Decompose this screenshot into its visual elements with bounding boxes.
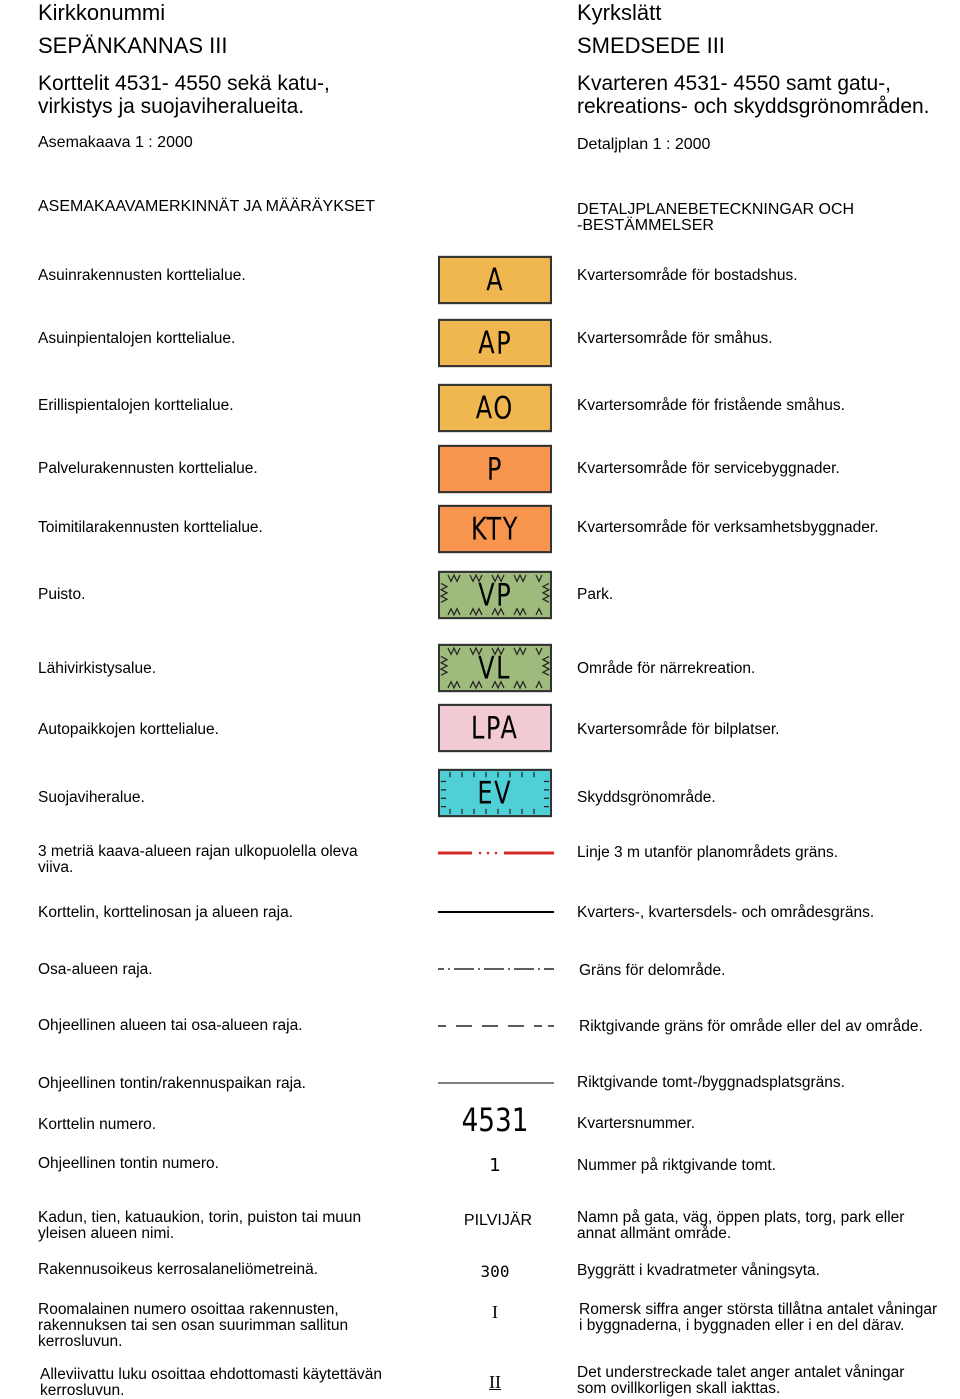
sv-plan-name: SMEDSEDE III bbox=[577, 33, 725, 58]
line-sv-3m: Linje 3 m utanför planområdets gräns. bbox=[577, 844, 839, 861]
legend-fi-vl: Lähivirkistysalue. bbox=[38, 660, 157, 677]
marker-fi-underlined-1: Alleviivattu luku osoittaa ehdottomasti käytettävän bbox=[40, 1366, 383, 1383]
marker-fi-street-name-1: Kadun, tien, katuaukion, torin, puiston tai muun bbox=[38, 1209, 362, 1226]
legend-fi-kty: Toimitilarakennusten korttelialue. bbox=[38, 519, 263, 536]
legend-symbol-lpa: LPA bbox=[438, 704, 552, 752]
marker-sv-underlined-1: Det understreckade talet anger antalet våningar bbox=[577, 1364, 905, 1381]
legend-fi-vp: Puisto. bbox=[38, 586, 86, 603]
line-symbol-subarea bbox=[438, 963, 554, 975]
marker-sv-block-number: Kvartersnummer. bbox=[577, 1115, 696, 1132]
legend-fi-ap: Asuinpientalojen korttelialue. bbox=[38, 330, 236, 347]
line-symbol-indicative bbox=[438, 1020, 554, 1032]
sv-section-title-1: DETALJPLANEBETECKNINGAR OCH bbox=[577, 201, 855, 218]
fi-section-title: ASEMAKAAVAMERKINNÄT JA MÄÄRÄYKSET bbox=[38, 198, 375, 215]
sv-desc-1: Kvarteren 4531- 4550 samt gatu-, bbox=[577, 72, 892, 95]
line-fi-plot: Ohjeellinen tontin/rakennuspaikan raja. bbox=[38, 1075, 306, 1092]
line-sv-indicative: Riktgivande gräns för område eller del av område. bbox=[579, 1018, 923, 1035]
line-fi-3m-2: viiva. bbox=[38, 859, 74, 876]
marker-fi-floor-area: Rakennusoikeus kerrosalaneliömetreinä. bbox=[38, 1261, 319, 1278]
legend-symbol-p: P bbox=[438, 445, 552, 493]
legend-sv-vp: Park. bbox=[577, 586, 614, 603]
legend-symbol-kty: KTY bbox=[438, 505, 552, 553]
marker-symbol-plot-number: 1 bbox=[489, 1155, 501, 1176]
marker-symbol-roman: I bbox=[492, 1302, 498, 1322]
marker-symbol-underlined: II bbox=[489, 1372, 501, 1392]
sv-desc-2: rekreations- och skyddsgrönområden. bbox=[577, 95, 930, 118]
marker-sv-plot-number: Nummer på riktgivande tomt. bbox=[577, 1157, 776, 1174]
legend-symbol-ev: EV bbox=[438, 769, 552, 817]
marker-sv-underlined-2: som ovillkorligen skall iakttas. bbox=[577, 1380, 781, 1397]
line-symbol-block-border bbox=[438, 906, 554, 918]
legend-sv-ev: Skyddsgrönområde. bbox=[577, 789, 716, 806]
sv-city: Kyrkslätt bbox=[577, 0, 662, 25]
fi-desc-2: virkistys ja suojaviheralueita. bbox=[38, 95, 305, 118]
legend-symbol-a: A bbox=[438, 256, 552, 304]
sv-section-title-2: -BESTÄMMELSER bbox=[577, 217, 714, 234]
legend-symbol-vp: VP bbox=[438, 571, 552, 619]
fi-scale: Asemakaava 1 : 2000 bbox=[38, 134, 193, 151]
line-sv-block-border: Kvarters-, kvartersdels- och områdesgräns. bbox=[577, 904, 875, 921]
fi-city: Kirkkonummi bbox=[38, 0, 166, 25]
marker-fi-roman-2: rakennuksen tai sen osan suurimman sallitun bbox=[38, 1317, 349, 1334]
legend-sv-lpa: Kvartersområde för bilplatser. bbox=[577, 721, 780, 738]
marker-fi-underlined-2: kerrosluvun. bbox=[40, 1382, 125, 1399]
legend-fi-a: Asuinrakennusten korttelialue. bbox=[38, 267, 246, 284]
line-fi-3m-1: 3 metriä kaava-alueen rajan ulkopuolella oleva bbox=[38, 843, 358, 860]
legend-symbol-ap: AP bbox=[438, 319, 552, 367]
line-fi-subarea: Osa-alueen raja. bbox=[38, 961, 153, 978]
marker-fi-street-name-2: yleisen alueen nimi. bbox=[38, 1225, 175, 1242]
marker-fi-plot-number: Ohjeellinen tontin numero. bbox=[38, 1155, 219, 1172]
line-symbol-plot bbox=[438, 1078, 554, 1088]
line-sv-subarea: Gräns för delområde. bbox=[579, 962, 726, 979]
legend-fi-ev: Suojaviheralue. bbox=[38, 789, 145, 806]
legend-sv-a: Kvartersområde för bostadshus. bbox=[577, 267, 798, 284]
marker-fi-block-number: Korttelin numero. bbox=[38, 1116, 157, 1133]
marker-sv-street-name-2: annat allmänt område. bbox=[577, 1225, 732, 1242]
marker-sv-roman-1: Romersk siffra anger största tillåtna antalet våningar bbox=[579, 1301, 938, 1318]
fi-plan-name: SEPÄNKANNAS III bbox=[38, 33, 228, 58]
sv-scale: Detaljplan 1 : 2000 bbox=[577, 136, 711, 153]
marker-sv-street-name-1: Namn på gata, väg, öppen plats, torg, park eller bbox=[577, 1209, 905, 1226]
legend-fi-p: Palvelurakennusten korttelialue. bbox=[38, 460, 258, 477]
legend-fi-ao: Erillispientalojen korttelialue. bbox=[38, 397, 234, 414]
fi-desc-1: Korttelit 4531- 4550 sekä katu-, bbox=[38, 72, 330, 95]
legend-sv-vl: Område för närrekreation. bbox=[577, 660, 756, 677]
line-fi-indicative: Ohjeellinen alueen tai osa-alueen raja. bbox=[38, 1017, 303, 1034]
legend-sv-ap: Kvartersområde för småhus. bbox=[577, 330, 773, 347]
marker-sv-floor-area: Byggrätt i kvadratmeter våningsyta. bbox=[577, 1262, 820, 1279]
marker-sv-roman-2: i byggnaderna, i byggnaden eller i en del därav. bbox=[579, 1317, 905, 1334]
legend-sv-p: Kvartersområde för servicebyggnader. bbox=[577, 460, 840, 477]
marker-symbol-street-name: PILVIJÄR bbox=[463, 1212, 533, 1229]
line-symbol-3m-outside bbox=[438, 846, 554, 860]
legend-sv-kty: Kvartersområde för verksamhetsbyggnader. bbox=[577, 519, 879, 536]
line-fi-block-border: Korttelin, korttelinosan ja alueen raja. bbox=[38, 904, 294, 921]
legend-symbol-vl: VL bbox=[438, 644, 552, 692]
marker-symbol-floor-area: 300 bbox=[480, 1262, 510, 1281]
marker-fi-roman-1: Roomalainen numero osoittaa rakennusten, bbox=[38, 1301, 339, 1318]
legend-fi-lpa: Autopaikkojen korttelialue. bbox=[38, 721, 219, 738]
legend-symbol-ao: AO bbox=[438, 384, 552, 432]
legend-sv-ao: Kvartersområde för fristående småhus. bbox=[577, 397, 845, 414]
line-sv-plot: Riktgivande tomt-/byggnadsplatsgräns. bbox=[577, 1074, 845, 1091]
marker-symbol-block-number: 4531 bbox=[461, 1101, 529, 1139]
marker-fi-roman-3: kerrosluvun. bbox=[38, 1333, 123, 1350]
